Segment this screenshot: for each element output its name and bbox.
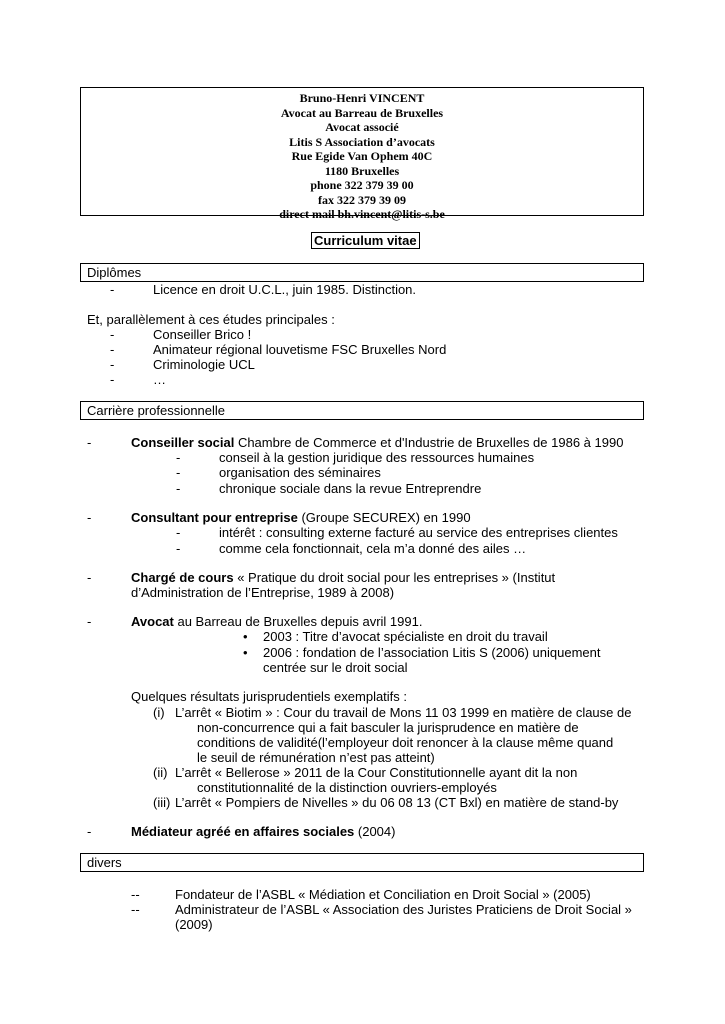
section-carriere-heading: Carrière professionnelle (80, 401, 644, 420)
career-item-avocat: Avocat au Barreau de Bruxelles depuis avril 1991. (131, 614, 423, 629)
career-item-conseiller: Conseiller social Chambre de Commerce et d'Industrie de Bruxelles de 1986 à 1990 (131, 435, 624, 450)
header-title: Avocat au Barreau de Bruxelles (280, 105, 444, 120)
list-dash: - (87, 570, 92, 585)
study-item: Criminologie UCL (153, 357, 255, 372)
jurisprudence-intro: Quelques résultats jurisprudentiels exemplatifs : (131, 689, 408, 704)
career-subitem: comme cela fonctionnait, cela m’a donné des ailes … (219, 541, 527, 556)
study-item: Animateur régional louvetisme FSC Bruxelles Nord (153, 342, 447, 357)
header-role: Avocat associé (325, 120, 399, 134)
avocat-bullet: 2003 : Titre d’avocat spécialiste en droit du travail (263, 629, 548, 644)
case-number: (i) (153, 705, 165, 720)
header-fax: fax 322 379 39 09 (318, 192, 406, 207)
divers-item-cont: (2009) (175, 917, 213, 932)
header-name: Bruno-Henri VINCENT (299, 91, 425, 105)
section-divers-heading: divers (80, 853, 644, 872)
case-text-cont: le seuil de rémunération n’est pas atteint) (197, 750, 435, 765)
section-diplomes-heading: Diplômes (80, 263, 644, 282)
avocat-bullet: 2006 : fondation de l’association Litis S (2006) uniquement (263, 645, 601, 660)
header-email: direct mail bh.vincent@litis-s.be (279, 207, 445, 221)
studies-intro: Et, parallèlement à ces études principales : (87, 312, 335, 327)
career-item-mediateur: Médiateur agréé en affaires sociales (2004) (131, 824, 396, 839)
diploma-item: Licence en droit U.C.L., juin 1985. Distinction. (153, 282, 417, 297)
list-dash: - (110, 357, 115, 372)
header-firm: Litis S Association d’avocats (289, 134, 435, 149)
case-text-cont: constitutionnalité de la distinction ouvriers-employés (197, 780, 497, 795)
list-dash: - (110, 372, 115, 387)
list-dash: - (176, 541, 181, 556)
list-dash: - (176, 481, 181, 496)
case-text: L’arrêt « Bellerose » 2011 de la Cour Constitutionnelle ayant dit la non (175, 765, 578, 780)
career-item-charge: Chargé de cours « Pratique du droit social pour les entreprises » (Institut (131, 570, 556, 585)
case-text: L’arrêt « Pompiers de Nivelles » du 06 08 13 (CT Bxl) en matière de stand-by (175, 795, 619, 810)
list-dash: - (87, 614, 92, 629)
career-subitem: organisation des séminaires (219, 465, 381, 480)
case-number: (ii) (153, 765, 168, 780)
list-dash: - (110, 327, 115, 342)
list-dash: - (110, 282, 115, 297)
bullet-icon: • (243, 645, 248, 660)
case-number: (iii) (153, 795, 171, 810)
list-dash: - (176, 525, 181, 540)
list-dash: -- (131, 887, 140, 902)
list-dash: - (87, 510, 92, 525)
list-dash: - (87, 435, 92, 450)
list-dash: - (176, 465, 181, 480)
case-text: L’arrêt « Biotim » : Cour du travail de Mons 11 03 1999 en matière de clause de (175, 705, 632, 720)
career-item-charge-cont: d’Administration de l’Entreprise, 1989 à 2008) (131, 585, 395, 600)
case-text-cont: conditions de validité(l’employeur doit renoncer à la clause même quand (197, 735, 614, 750)
list-dash: - (87, 824, 92, 839)
cv-title: Curriculum vitae (311, 232, 420, 249)
divers-item: Administrateur de l’ASBL « Association des Juristes Praticiens de Droit Social » (175, 902, 632, 917)
career-subitem: intérêt : consulting externe facturé au service des entreprises clientes (219, 525, 618, 540)
avocat-bullet-cont: centrée sur le droit social (263, 660, 408, 675)
study-item: … (153, 372, 166, 387)
header-street: Rue Egide Van Ophem 40C (291, 149, 433, 163)
list-dash: -- (131, 902, 140, 917)
header-city: 1180 Bruxelles (324, 163, 400, 178)
divers-item: Fondateur de l’ASBL « Médiation et Conciliation en Droit Social » (2005) (175, 887, 591, 902)
contact-header-box (80, 87, 644, 221)
case-text-cont: non-concurrence qui a fait basculer la jurisprudence en matière de (197, 720, 579, 735)
career-subitem: chronique sociale dans la revue Entreprendre (219, 481, 482, 496)
header-phone: phone 322 379 39 00 (310, 178, 414, 192)
bullet-icon: • (243, 629, 248, 644)
career-item-consultant: Consultant pour entreprise (Groupe SECUREX) en 1990 (131, 510, 471, 525)
list-dash: - (110, 342, 115, 357)
list-dash: - (176, 450, 181, 465)
study-item: Conseiller Brico ! (153, 327, 252, 342)
career-subitem: conseil à la gestion juridique des ressources humaines (219, 450, 535, 465)
